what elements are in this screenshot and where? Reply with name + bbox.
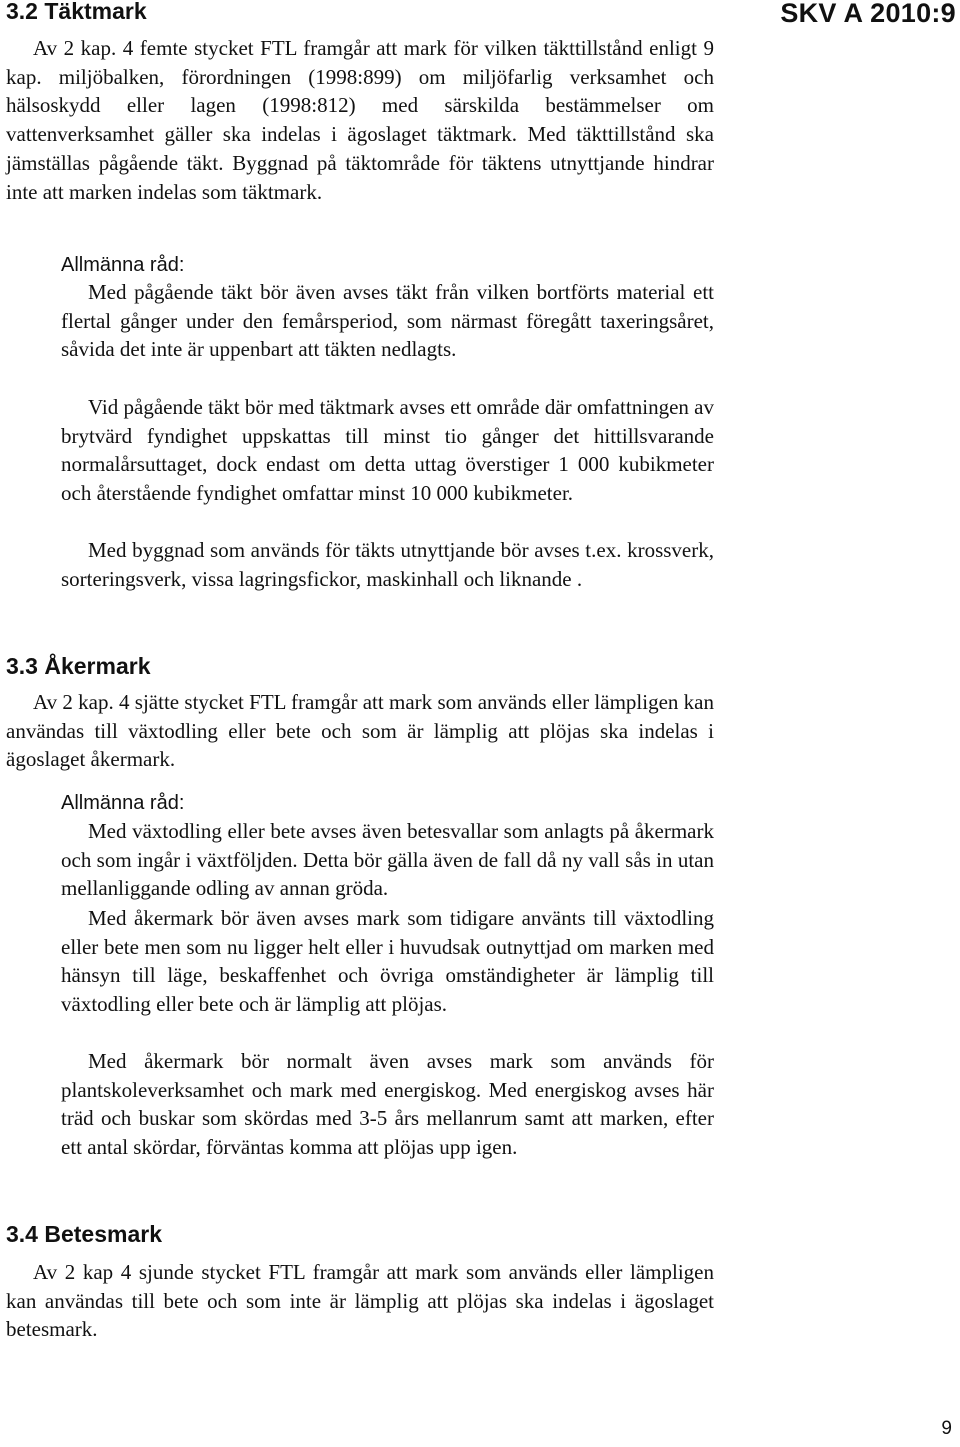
advice-paragraph: Vid pågående täkt bör med täktmark avses ett område där omfattningen av brytvärd fyndighet uppskattas till minst tio gånger det hittillsvarande normalårsuttaget, dock endast om detta uttag överstiger 1 000 kubikmeter och återstående fyndighet omfattar minst 10 000 kubikmeter. (61, 395, 714, 506)
advice-paragraph: Med byggnad som används för täkts utnyttjande bör avses t.ex. krossverk, sorteringsverk, vissa lagringsfickor, maskinhall och liknande . (61, 538, 714, 591)
section-intro-akermark: Av 2 kap. 4 sjätte stycket FTL framgår att mark som används eller lämpligen kan användas till växtodling eller bete och som är lämplig att plöjas ska indelas i ägoslaget åkermark. (6, 690, 714, 772)
document-id: SKV A 2010:9 (780, 0, 956, 28)
section-heading-betesmark: 3.4 Betesmark (6, 1221, 162, 1247)
advice-paragraph: Med åkermark bör även avses mark som tidigare använts till växtodling eller bete men som nu ligger helt eller i huvudsak outnyttjad om marken med hänsyn till läge, beskaffenhet och övriga omständigheter är lämplig till växtodling eller bete och är lämplig att plöjas. (61, 906, 714, 1017)
page-number: 9 (941, 1418, 952, 1439)
advice-paragraph: Med pågående täkt bör även avses täkt från vilken bortförts material ett flertal gånger under den femårsperiod, som närmast föregått taxeringsåret, såvida det inte är uppenbart att täkten nedlagts. (61, 280, 714, 362)
section-intro-betesmark: Av 2 kap 4 sjunde stycket FTL framgår att mark som används eller lämpligen kan användas till bete och som inte är lämplig att plöjas ska indelas i ägoslaget betesmark. (6, 1260, 714, 1342)
section-heading-akermark: 3.3 Åkermark (6, 653, 151, 679)
section-heading-taktmark: 3.2 Täktmark (6, 0, 147, 24)
advice-label-akermark: Allmänna råd: (61, 792, 185, 814)
section-intro-taktmark: Av 2 kap. 4 femte stycket FTL framgår att mark för vilken täkttillstånd enligt 9 kap. miljöbalken, förordningen (1998:899) om miljöfarlig verksamhet och hälsoskydd eller lagen (1998:812) med särskilda bestämmelser om vattenverksamhet gäller ska indelas i ägoslaget täktmark. Med täkttillstånd ska jämställas pågående täkt. Byggnad på täktområde för täktens utnyttjande hindrar inte att marken indelas som täktmark. (6, 36, 714, 204)
advice-paragraph: Med åkermark bör normalt även avses mark som används för plantskoleverksamhet och mark med energiskog. Med energiskog avses här träd och buskar som skördas med 3-5 års mellanrum samt att marken, efter ett antal skördar, förväntas komma att plöjas upp igen. (61, 1049, 714, 1160)
advice-label-taktmark: Allmänna råd: (61, 254, 185, 276)
advice-paragraph: Med växtodling eller bete avses även betesvallar som anlagts på åkermark och som ingår i växtföljden. Detta bör gälla även de fall då ny vall sås in utan mellanliggande odling av annan gröda. (61, 819, 714, 901)
